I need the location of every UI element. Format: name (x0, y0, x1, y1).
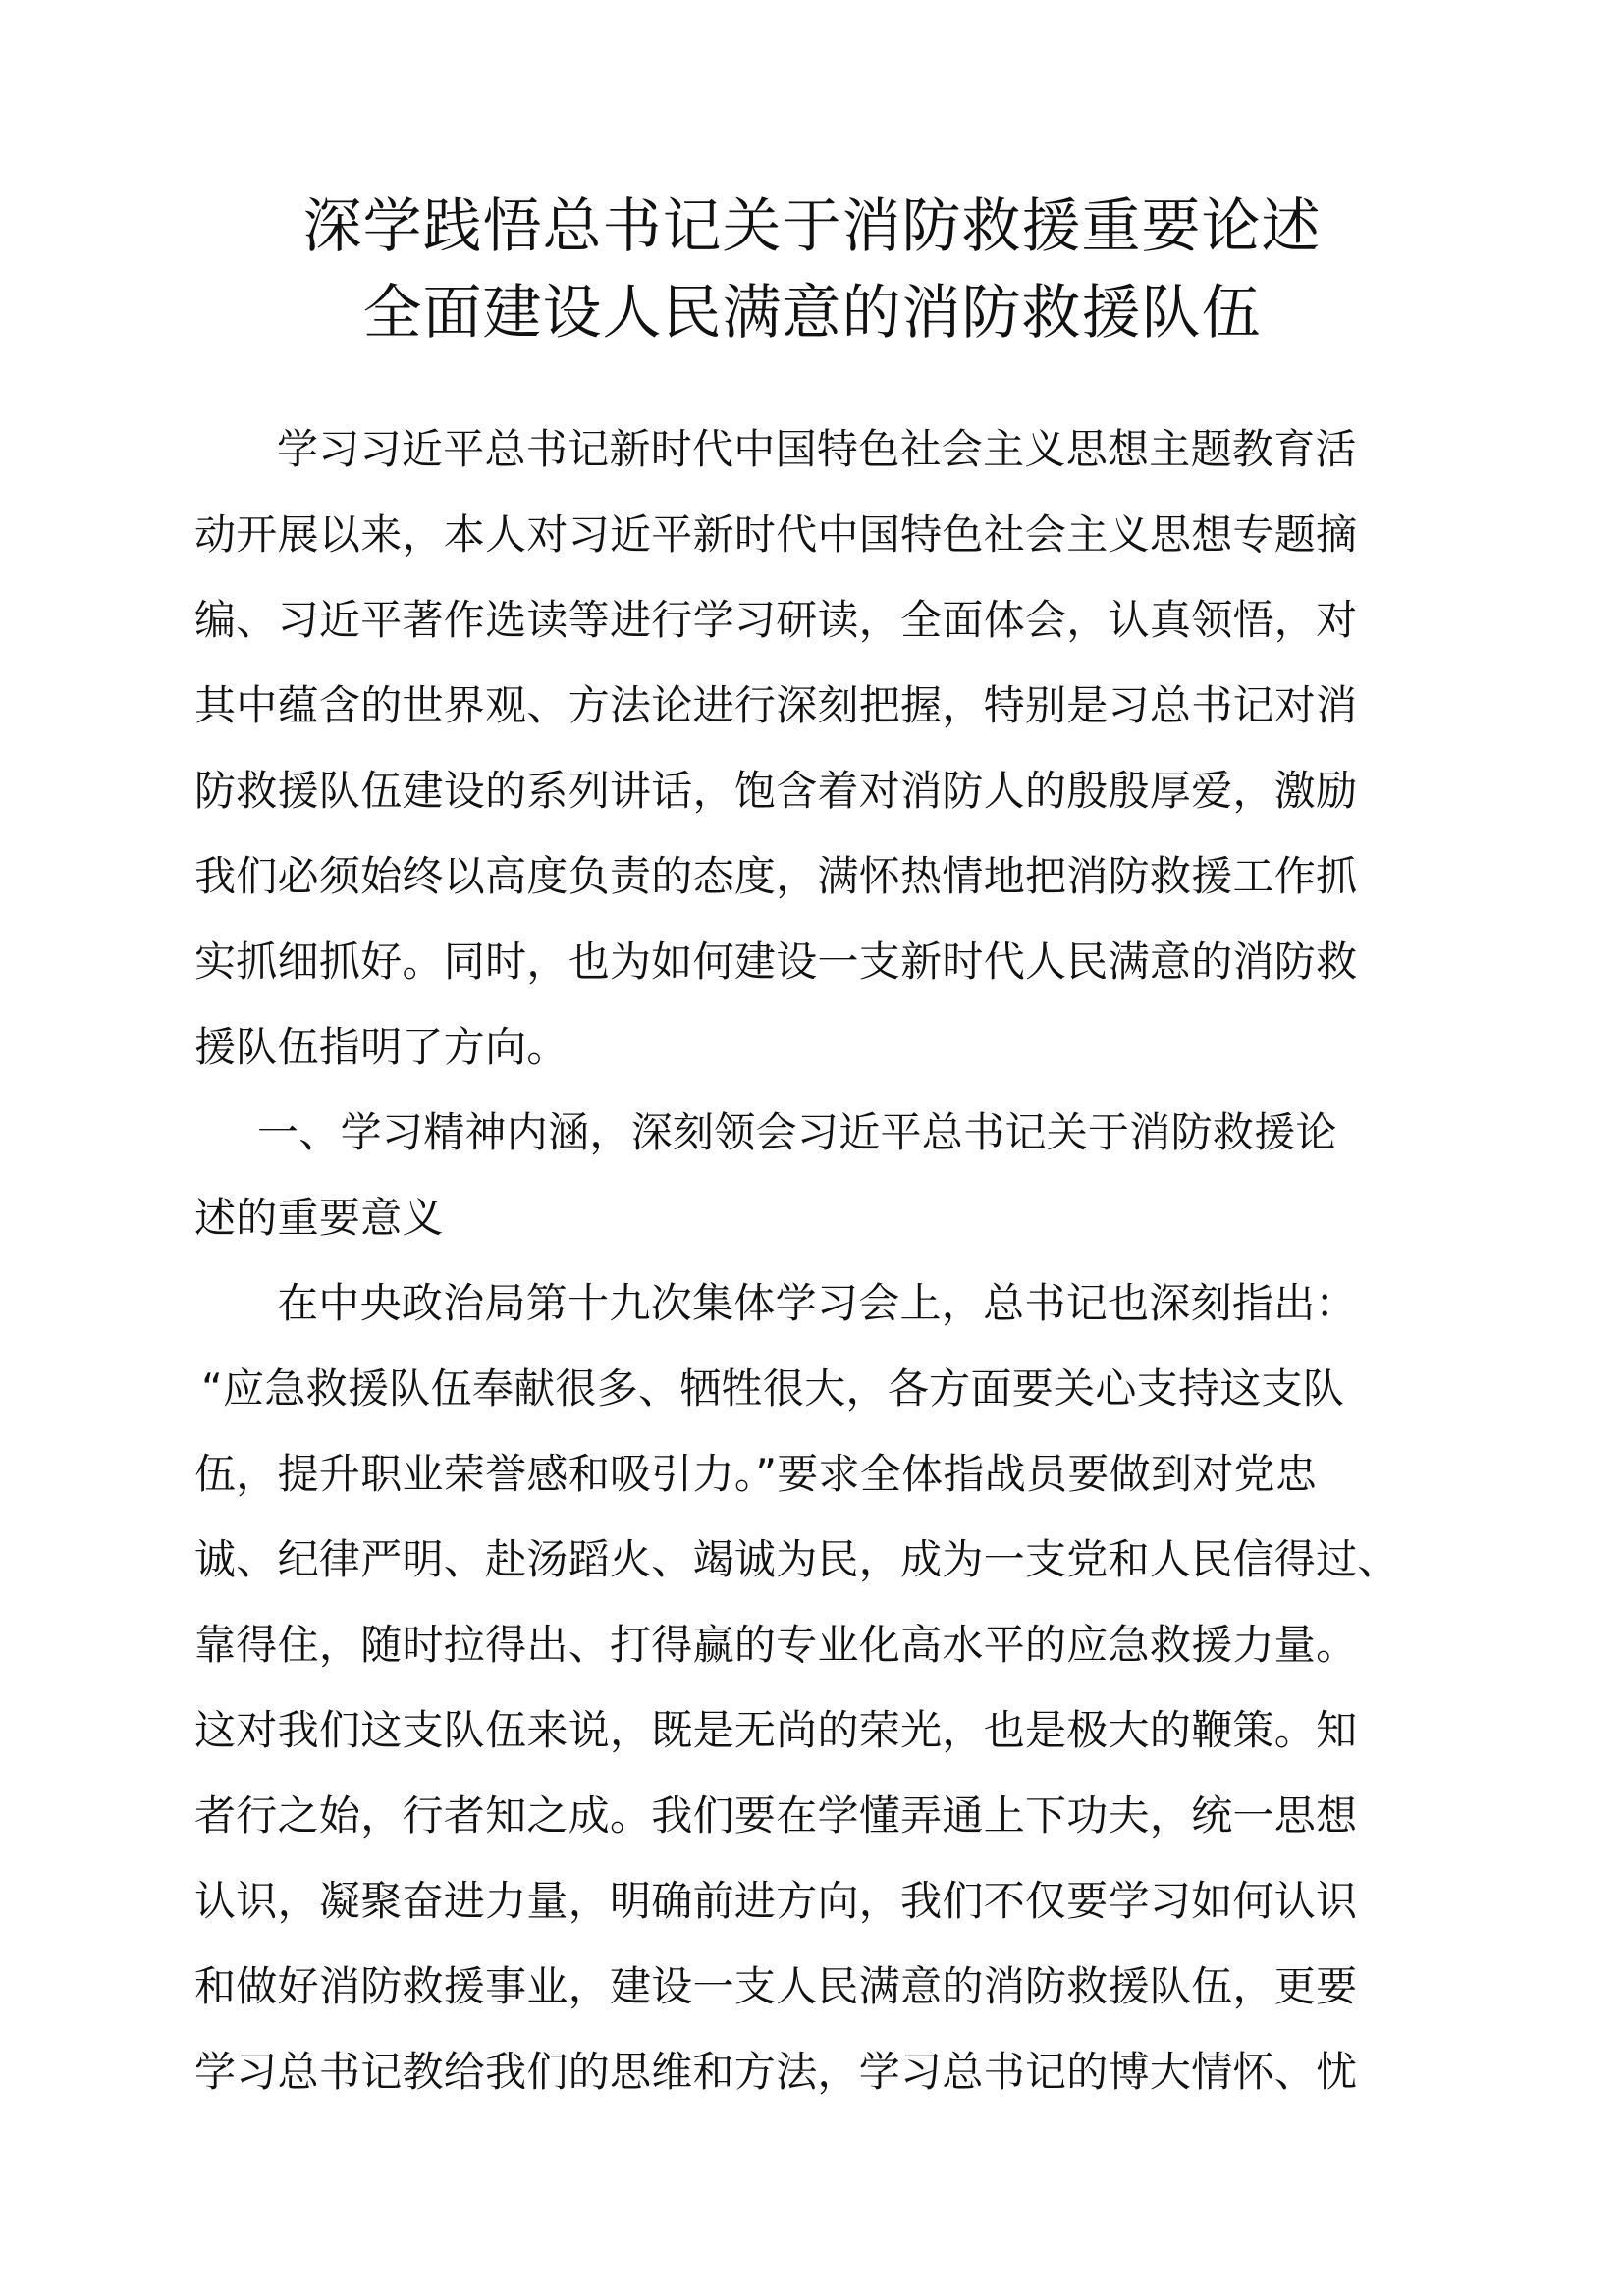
section-heading: 一、学习精神内涵，深刻领会习近平总书记关于消防救援论 (257, 1108, 1337, 1156)
body-line: 编、习近平著作选读等进行学习研读，全面体会，认真领悟，对 (194, 596, 1358, 644)
body-line: 诚、纪律严明、赴汤蹈火、竭诚为民，成为一支党和人民信得过、 (194, 1535, 1399, 1583)
body-line: 在中央政治局第十九次集体学习会上，总书记也深刻指出： (277, 1279, 1357, 1327)
body-line: 这对我们这支队伍来说，既是无尚的荣光，也是极大的鞭策。知 (194, 1706, 1358, 1754)
section-heading: 述的重要意义 (194, 1194, 444, 1242)
body-line: 认识，凝聚奋进力量，明确前进方向，我们不仅要学习如何认识 (194, 1877, 1358, 1925)
body-line: 靠得住，随时拉得出、打得赢的专业化高水平的应急救援力量。 (194, 1621, 1358, 1669)
body-line: 援队伍指明了方向。 (194, 1023, 568, 1071)
body-line: 者行之始，行者知之成。我们要在学懂弄通上下功夫，统一思想 (194, 1791, 1358, 1840)
body-line: 防救援队伍建设的系列讲话，饱含着对消防人的殷殷厚爱，激励 (194, 767, 1358, 815)
body-line: 伍，提升职业荣誉感和吸引力。”要求全体指战员要做到对党忠 (194, 1450, 1318, 1498)
body-line: 学习习近平总书记新时代中国特色社会主义思想主题教育活 (277, 425, 1357, 473)
body-line: 学习总书记教给我们的思维和方法，学习总书记的博大情怀、忧 (194, 2048, 1358, 2096)
body-line: 和做好消防救援事业，建设一支人民满意的消防救援队伍，更要 (194, 1962, 1358, 2010)
body-line: 动开展以来，本人对习近平新时代中国特色社会主义思想专题摘 (194, 510, 1358, 559)
document-title-line-2: 全面建设人民满意的消防救援队伍 (362, 279, 1262, 347)
body-line: 我们必须始终以高度负责的态度，满怀热情地把消防救援工作抓 (194, 852, 1358, 900)
body-line: 实抓细抓好。同时，也为如何建设一支新时代人民满意的消防救 (194, 937, 1358, 986)
document-title-line-1: 深学践悟总书记关于消防救援重要论述 (302, 192, 1322, 261)
body-line: 其中蕴含的世界观、方法论进行深刻把握，特别是习总书记对消 (194, 681, 1358, 729)
body-line: “应急救援队伍奉献很多、牺牲很大，各方面要关心支持这支队 (201, 1364, 1345, 1413)
